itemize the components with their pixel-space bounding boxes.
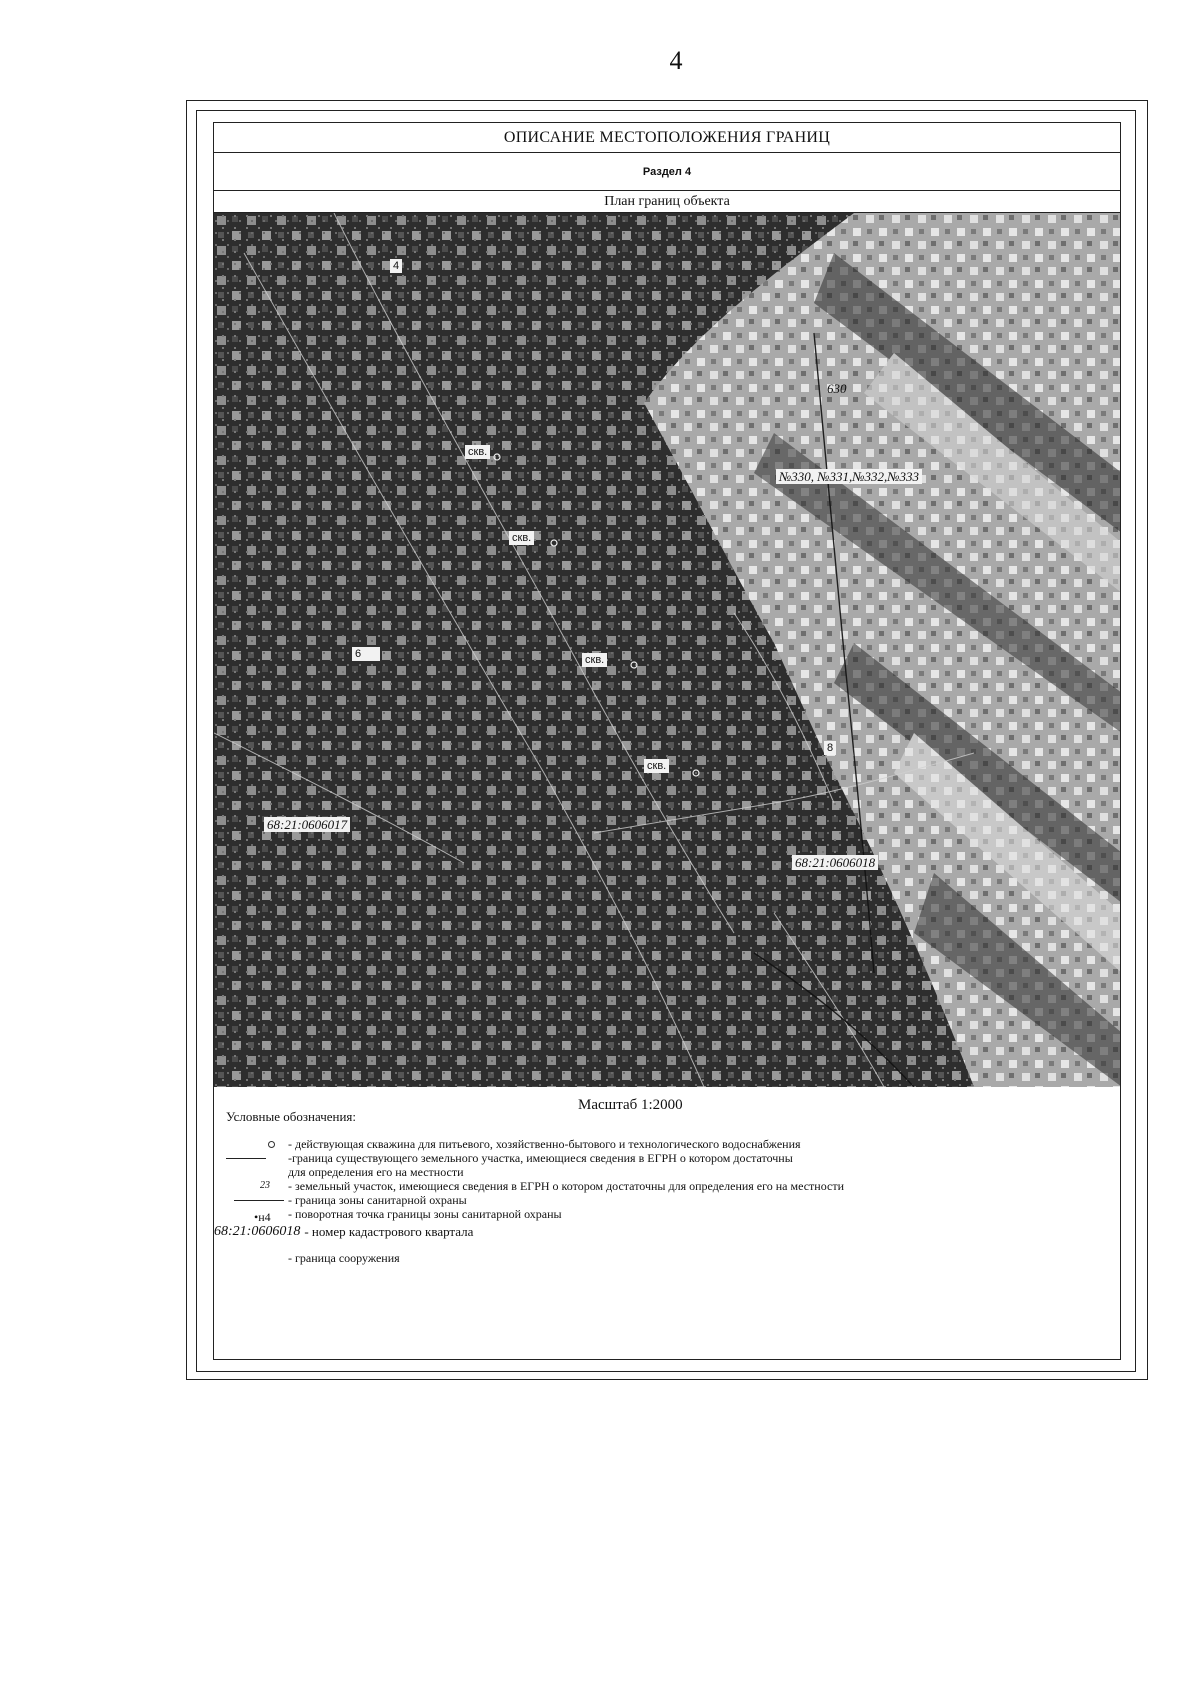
legend-item-parcel-boundary: -граница существующего земельного участка, имеющиеся сведения в ЕГРН о котором достаточны [226,1151,793,1165]
document-frame [213,122,1121,1360]
legend-item-land-plot: 23 - земельный участок, имеющиеся сведения в ЕГРН о котором достаточны для определения его на местности [226,1179,844,1193]
map-label-parcel-630: 630 [827,381,847,396]
map-label-well-4: скв. [644,759,669,773]
parcel-number-symbol: 23 [260,1180,270,1191]
map-scale: Масштаб 1:2000 [578,1097,683,1113]
legend-item-sanitary-zone: - граница зоны санитарной охраны [226,1193,467,1207]
boundary-plan-map [214,213,1120,1087]
legend-item-structure-boundary: - граница сооружения [288,1251,400,1265]
map-label-parcel-8: 8 [824,741,836,755]
sanitary-zone-line-icon [226,1193,288,1207]
map-label-well-3: скв. [582,653,607,667]
document-title: ОПИСАНИЕ МЕСТОПОЛОЖЕНИЯ ГРАНИЦ [214,123,1120,153]
legend-item-cadastral-quarter: 68:21:0606018 - номер кадастрового квартала [214,1224,474,1239]
map-label-parcel-6: 6 [352,647,380,661]
legend-item-well: - действующая скважина для питьевого, хозяйственно-бытового и технологического водоснабжения [226,1137,801,1151]
map-label-parcel-4: 4 [390,259,402,273]
turning-point-symbol: •н4 [254,1210,271,1224]
legend-item-turning-point: •н4 - поворотная точка границы зоны санитарной охраны [226,1207,562,1221]
map-label-cadastral-right: 68:21:0606018 [792,855,878,870]
map-label-cadastral-left: 68:21:0606017 [264,817,350,832]
page-number: 4 [669,46,683,75]
parcel-boundary-line-icon [226,1151,288,1165]
legend-heading: Условные обозначения: [226,1109,357,1124]
legend [214,1087,1120,1361]
cadastral-number-symbol: 68:21:0606018 [214,1224,301,1239]
map-label-well-1: скв. [465,445,490,459]
legend-item-parcel-boundary-cont: для определения его на местности [288,1165,464,1179]
map-imagery [214,213,1120,1087]
well-symbol-icon [226,1137,288,1151]
map-label-well-2: скв. [509,531,534,545]
plan-title: План границ объекта [214,191,1120,213]
map-label-well-numbers: №330, №331,№332,№333 [776,469,922,484]
section-label: Раздел 4 [214,153,1120,191]
